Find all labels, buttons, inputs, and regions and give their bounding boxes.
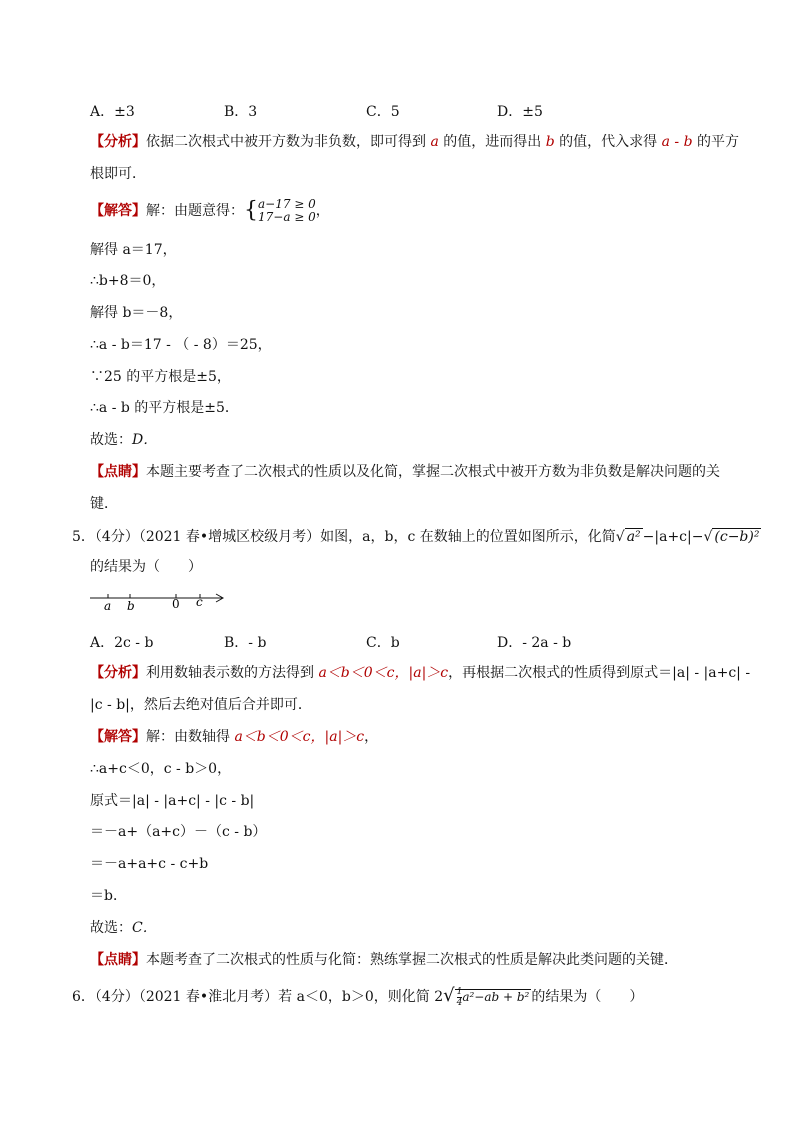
q4-analysis [90, 132, 739, 152]
inequality: a＜b＜0＜c，|a|＞c [318, 665, 449, 681]
answer-value: C． [132, 920, 157, 936]
q5-stem [72, 527, 761, 547]
q5-step-2: 原式＝|a| - |a+c| - |c - b| [90, 793, 255, 809]
label-b: b [127, 599, 135, 613]
q4-solution-intro [90, 198, 330, 224]
q5-step-3: ＝－a+（a+c）－（c - b） [90, 824, 267, 840]
answer-value: D． [132, 432, 158, 448]
number-line-figure [90, 588, 230, 614]
option-a: A．±3 [90, 104, 135, 120]
fraction-denominator: 4 [456, 998, 463, 1008]
q4-step-3: 解得 b＝－8， [90, 305, 183, 321]
analysis-tag: 【分析】 [90, 665, 146, 681]
question-tail: 的结果为（ ） [531, 989, 644, 1005]
system-eq-1: a−17 ≥ 0 [258, 197, 316, 211]
question-text: （4分）（2021 春•淮北月考）若 a＜0，b＞0，则化简 2 [94, 989, 444, 1005]
var-a: a [430, 134, 439, 150]
q4-step-5: ∵25 的平方根是±5， [90, 369, 231, 385]
option-b: B．3 [224, 104, 258, 120]
comment-tag: 【点睛】 [90, 464, 146, 480]
q6-stem [72, 986, 643, 1008]
solution-tag: 【解答】 [90, 729, 146, 745]
q4-step-4: ∴a - b＝17 - （ - 8）＝25， [90, 337, 272, 353]
sqrt-c-b-squared: √ (c−b)² [703, 529, 760, 545]
question-number: 5． [72, 529, 95, 545]
q4-step-2: ∴b+8＝0， [90, 273, 166, 289]
q5-comment [90, 950, 678, 970]
solution-tag: 【解答】 [90, 203, 146, 219]
inequality: a＜b＜0＜c，|a|＞c [234, 729, 365, 745]
q4-comment [90, 462, 720, 482]
q4-comment-line2: 键． [90, 496, 118, 512]
question-text: （4分）（2021 春•增城区校级月考）如图，a，b，c 在数轴上的位置如图所示，化简 [94, 529, 616, 545]
q5-step-1: ∴a+c＜0，c - b＞0， [90, 761, 232, 777]
analysis-text: ，再根据二次根式的性质得到原式＝|a| - |a+c| - [448, 665, 751, 681]
analysis-text: 利用数轴表示数的方法得到 [146, 665, 319, 681]
analysis-text: 的平方 [692, 134, 739, 150]
system-end: ， [315, 203, 330, 219]
option-d: D．±5 [497, 104, 543, 120]
q4-answer [90, 430, 157, 450]
q4-analysis-line2: 根即可． [90, 166, 146, 182]
analysis-tag: 【分析】 [90, 134, 146, 150]
option-b: B．- b [224, 635, 267, 651]
comment-text: 本题考查了二次根式的性质与化简：熟练掌握二次根式的性质是解决此类问题的关键． [146, 952, 678, 968]
solution-text-end: ， [364, 729, 379, 745]
q5-stem-line2: 的结果为（ ） [90, 559, 202, 575]
q5-step-5: ＝b． [90, 888, 127, 904]
comment-text: 本题主要考查了二次根式的性质以及化简，掌握二次根式中被开方数为非负数是解决问题的关 [146, 464, 720, 480]
option-a: A．2c - b [90, 635, 154, 651]
label-a: a [104, 599, 112, 613]
answer-label: 故选： [90, 920, 132, 936]
radicand: a²−ab + b² [462, 990, 530, 1004]
sqrt-a-squared: √ a² [615, 529, 641, 545]
solution-text: 解：由数轴得 [146, 729, 235, 745]
option-c: C．5 [366, 104, 400, 120]
q5-analysis-line2: |c - b|，然后去绝对值后合并即可． [90, 697, 312, 713]
q5-step-4: ＝－a+a+c - c+b [90, 856, 209, 872]
equation-system [258, 198, 316, 224]
q5-analysis [90, 663, 750, 683]
radicand: (c−b)² [714, 529, 760, 545]
analysis-text: 的值，代入求得 [554, 134, 662, 150]
analysis-text: 依据二次根式中被开方数为非负数，即可得到 [146, 134, 431, 150]
system-eq-2: 17−a ≥ 0 [258, 210, 316, 224]
expr-a-b: a - b [661, 134, 693, 150]
comment-tag: 【点睛】 [90, 952, 146, 968]
var-b: b [545, 134, 555, 150]
fraction-numerator: 1 [456, 987, 463, 997]
q4-step-1: 解得 a＝17， [90, 242, 177, 258]
analysis-text: 的值，进而得出 [438, 134, 546, 150]
q5-answer [90, 918, 157, 938]
question-number: 6． [72, 989, 95, 1005]
q4-step-6: ∴a - b 的平方根是±5． [90, 400, 239, 416]
radicand: a² [626, 529, 641, 545]
q5-solution-intro [90, 727, 378, 747]
sqrt-expression: √ $\frac{1}{4}$ a²−ab + b² [443, 985, 530, 1008]
option-d: D．- 2a - b [497, 635, 572, 651]
label-zero: 0 [172, 597, 180, 611]
brace-icon: { [244, 198, 258, 223]
answer-label: 故选： [90, 432, 132, 448]
solution-text: 解：由题意得： [146, 203, 244, 219]
option-c: C．b [366, 635, 400, 651]
question-mid: −|a+c|− [642, 529, 704, 545]
label-c: c [196, 595, 203, 609]
